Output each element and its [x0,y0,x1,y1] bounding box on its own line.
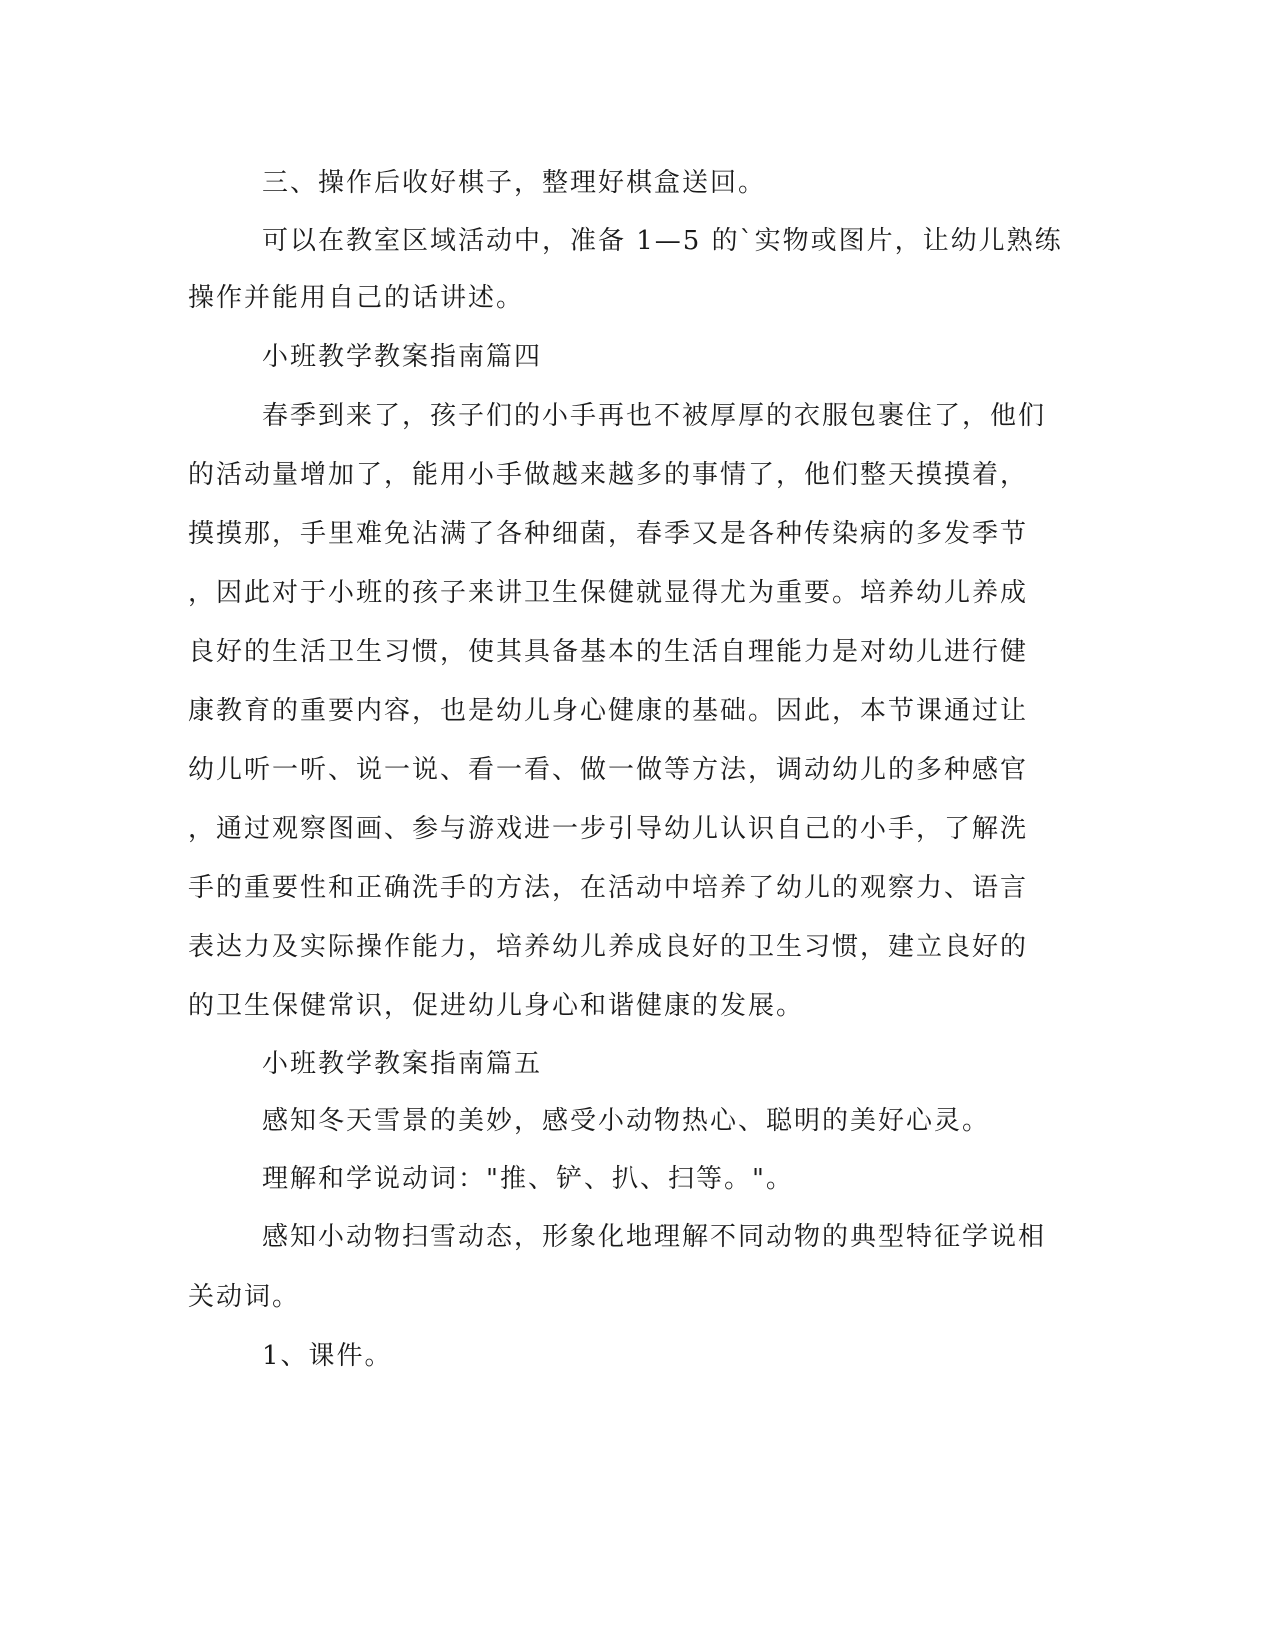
text-line: 康教育的重要内容，也是幼儿身心健康的基础。因此，本节课通过让 [188,696,1029,726]
text-line: 感知小动物扫雪动态，形象化地理解不同动物的典型特征学说相 [262,1222,1047,1252]
section-heading: 小班教学教案指南篇四 [262,342,543,372]
text-line: 操作并能用自己的话讲述。 [188,283,525,313]
text-line: 幼儿听一听、说一说、看一看、做一做等方法，调动幼儿的多种感官 [188,755,1029,785]
text-line: 理解和学说动词："推、铲、扒、扫等。"。 [262,1164,794,1194]
text-line: 手的重要性和正确洗手的方法，在活动中培养了幼儿的观察力、语言 [188,873,1029,903]
text-line: 良好的生活卫生习惯，使其具备基本的生活自理能力是对幼儿进行健 [188,637,1029,667]
text-line: ，因此对于小班的孩子来讲卫生保健就显得尤为重要。培养幼儿养成 [188,578,1029,608]
text-line: 表达力及实际操作能力，培养幼儿养成良好的卫生习惯，建立良好的 [188,932,1029,962]
section-heading: 小班教学教案指南篇五 [262,1049,543,1079]
text-line: 可以在教室区域活动中，准备 1—5 的`实物或图片，让幼儿熟练 [262,226,1063,256]
text-line: 1、课件。 [262,1341,393,1371]
text-line: ，通过观察图画、参与游戏进一步引导幼儿认识自己的小手，了解洗 [188,814,1029,844]
text-line: 摸摸那，手里难免沾满了各种细菌，春季又是各种传染病的多发季节 [188,519,1029,549]
text-line: 关动词。 [188,1282,301,1312]
text-line: 三、操作后收好棋子，整理好棋盒送回。 [262,168,767,198]
text-line: 的卫生保健常识，促进幼儿身心和谐健康的发展。 [188,991,805,1021]
text-line: 春季到来了，孩子们的小手再也不被厚厚的衣服包裹住了，他们 [262,401,1047,431]
text-line: 感知冬天雪景的美妙，感受小动物热心、聪明的美好心灵。 [262,1106,991,1136]
text-line: 的活动量增加了，能用小手做越来越多的事情了，他们整天摸摸着， [188,460,1029,490]
